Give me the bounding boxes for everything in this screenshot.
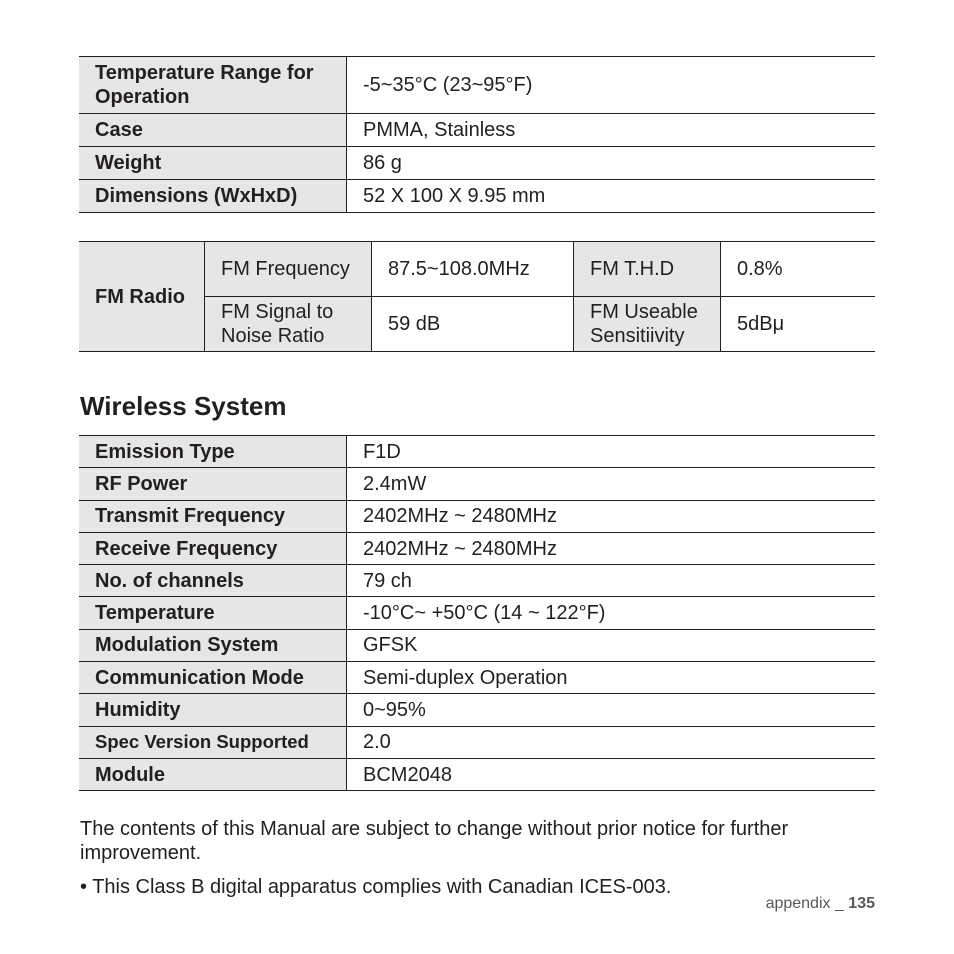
table-row bbox=[79, 662, 875, 694]
table-row bbox=[79, 114, 875, 147]
spec-label: No. of channels bbox=[79, 565, 347, 597]
spec-label: Emission Type bbox=[79, 436, 347, 468]
spec-label: Spec Version Supported bbox=[79, 726, 347, 758]
spec-value: 0~95% bbox=[347, 694, 876, 726]
table-row bbox=[79, 57, 875, 114]
spec-value: 2.4mW bbox=[347, 468, 876, 500]
spec-value: BCM2048 bbox=[347, 758, 876, 790]
spec-label: Modulation System bbox=[79, 629, 347, 661]
spec-value: Semi-duplex Operation bbox=[347, 662, 876, 694]
spec-label: Weight bbox=[79, 147, 347, 180]
table-row bbox=[79, 468, 875, 500]
spec-value: 2402MHz ~ 2480MHz bbox=[347, 532, 876, 564]
spec-label: Temperature Range for Operation bbox=[79, 57, 347, 114]
table-row bbox=[79, 242, 875, 297]
table-row bbox=[79, 565, 875, 597]
spec-label: Case bbox=[79, 114, 347, 147]
spec-value: -10°C~ +50°C (14 ~ 122°F) bbox=[347, 597, 876, 629]
table-row bbox=[79, 436, 875, 468]
spec-value: 2402MHz ~ 2480MHz bbox=[347, 500, 876, 532]
table-row bbox=[79, 147, 875, 180]
spec-label: Receive Frequency bbox=[79, 532, 347, 564]
spec-value: 52 X 100 X 9.95 mm bbox=[347, 180, 876, 213]
spec-label: RF Power bbox=[79, 468, 347, 500]
fm-radio-table bbox=[79, 241, 875, 352]
spec-label: Transmit Frequency bbox=[79, 500, 347, 532]
table-row bbox=[79, 180, 875, 213]
spec-value: -5~35°C (23~95°F) bbox=[347, 57, 876, 114]
spec-label: FM Frequency bbox=[205, 242, 372, 297]
footer-section: appendix _ bbox=[765, 895, 849, 912]
table-row bbox=[79, 629, 875, 661]
spec-value: 5dBμ bbox=[721, 297, 876, 352]
wireless-specs-table bbox=[79, 435, 875, 791]
general-specs-table bbox=[79, 56, 875, 213]
table-row bbox=[79, 694, 875, 726]
spec-value: 87.5~108.0MHz bbox=[372, 242, 574, 297]
table-row bbox=[79, 726, 875, 758]
spec-value: F1D bbox=[347, 436, 876, 468]
spec-label: FM Useable Sensitiivity bbox=[574, 297, 721, 352]
spec-value: 59 dB bbox=[372, 297, 574, 352]
spec-label: Humidity bbox=[79, 694, 347, 726]
fm-radio-header: FM Radio bbox=[79, 242, 205, 352]
table-row bbox=[79, 500, 875, 532]
spec-label: Module bbox=[79, 758, 347, 790]
spec-value: 0.8% bbox=[721, 242, 876, 297]
spec-label: Temperature bbox=[79, 597, 347, 629]
spec-value: GFSK bbox=[347, 629, 876, 661]
spec-label: Communication Mode bbox=[79, 662, 347, 694]
table-row bbox=[79, 597, 875, 629]
section-title: Wireless System bbox=[80, 391, 287, 421]
spec-value: 79 ch bbox=[347, 565, 876, 597]
table-row bbox=[79, 532, 875, 564]
spec-value: 86 g bbox=[347, 147, 876, 180]
notice-paragraph: The contents of this Manual are subject to change without prior notice for further improvement. bbox=[80, 818, 789, 864]
spec-label: Dimensions (WxHxD) bbox=[79, 180, 347, 213]
page-number: 135 bbox=[848, 895, 875, 912]
spec-value: PMMA, Stainless bbox=[347, 114, 876, 147]
spec-label: FM Signal to Noise Ratio bbox=[205, 297, 372, 352]
compliance-note: • This Class B digital apparatus complies with Canadian ICES-003. bbox=[80, 876, 672, 898]
table-row bbox=[79, 758, 875, 790]
spec-value: 2.0 bbox=[347, 726, 876, 758]
page-footer bbox=[766, 895, 875, 913]
spec-label: FM T.H.D bbox=[574, 242, 721, 297]
